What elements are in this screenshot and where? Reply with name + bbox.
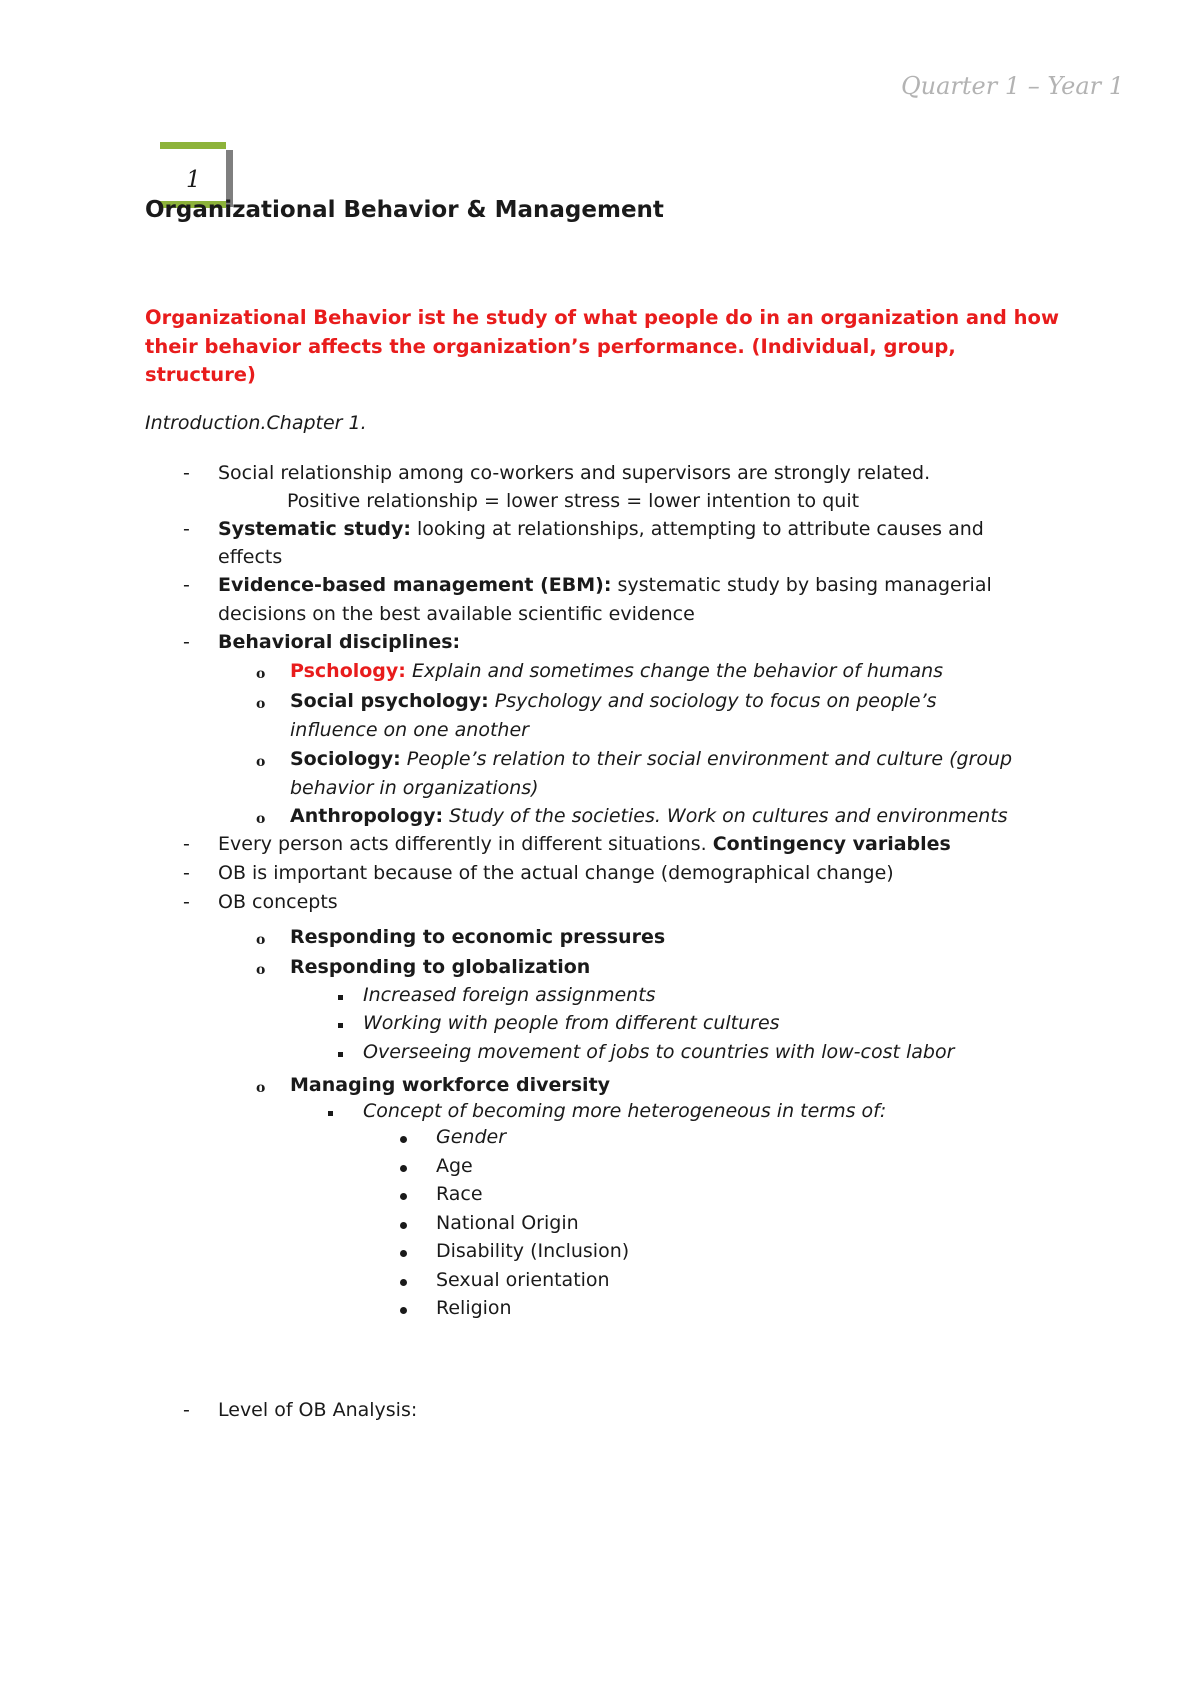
list-item-globalization [290, 956, 590, 978]
square-bullet [338, 1023, 343, 1028]
list-item-ebm [218, 574, 992, 596]
globalization-label: Responding to globalization [290, 956, 591, 978]
list-item-anthropology [290, 805, 1008, 827]
ebm-text: systematic study by basing managerial [611, 574, 992, 596]
psychology-label: Pschology: [290, 660, 406, 682]
list-item-contingency [218, 833, 951, 855]
list-item-concept [363, 1100, 886, 1122]
sociology-label: Sociology: [290, 748, 401, 770]
page-number: 1 [186, 167, 201, 193]
list-item-social-psychology-cont [290, 719, 529, 741]
circle-bullet: o [256, 666, 266, 682]
ebm-label: Evidence-based management (EBM): [218, 574, 612, 596]
circle-bullet: o [256, 811, 266, 827]
round-bullet [400, 1250, 407, 1257]
list-item-ob-important: OB is important because of the actual change (demographical change) [218, 862, 894, 884]
list-item-glob-3 [363, 1041, 954, 1063]
social-psychology-text-cont: influence on one another [290, 719, 529, 741]
psychology-text: Explain and sometimes change the behavior of humans [405, 660, 944, 682]
systematic-label: Systematic study: [218, 518, 411, 540]
dash-bullet: - [183, 1399, 190, 1421]
circle-bullet: o [256, 962, 266, 978]
list-item-glob-1 [363, 984, 656, 1006]
list-item-diversity [290, 1074, 610, 1096]
circle-bullet: o [256, 696, 266, 712]
contingency-label: Contingency variables [712, 833, 951, 855]
circle-bullet: o [256, 1080, 266, 1096]
sociology-text: People’s relation to their social environment and culture (group [400, 748, 1013, 770]
circle-bullet: o [256, 754, 266, 770]
round-bullet [400, 1222, 407, 1229]
list-item-systematic-cont: effects [218, 546, 283, 568]
list-item-race: Race [436, 1183, 483, 1205]
round-bullet [400, 1165, 407, 1172]
dash-bullet: - [183, 574, 190, 596]
definition-text: Organizational Behavior ist he study of what people do in an organization and how their behavior affects the organization’s performance. (Individual, group, structure) [145, 306, 1059, 386]
dash-bullet: - [183, 862, 190, 884]
list-item-ebm-cont: decisions on the best available scientific evidence [218, 603, 695, 625]
systematic-text: looking at relationships, attempting to attribute causes and [410, 518, 984, 540]
list-item-disability: Disability (Inclusion) [436, 1240, 630, 1262]
dash-bullet: - [183, 518, 190, 540]
list-item-social: Social relationship among co-workers and supervisors are strongly related. [218, 462, 931, 484]
square-bullet [338, 995, 343, 1000]
list-item-age: Age [436, 1155, 473, 1177]
round-bullet [400, 1136, 407, 1143]
economic-label: Responding to economic pressures [290, 926, 666, 948]
list-item-religion: Religion [436, 1297, 512, 1319]
social-psychology-label: Social psychology: [290, 690, 489, 712]
social-psychology-text: Psychology and sociology to focus on people’s [488, 690, 937, 712]
dash-bullet: - [183, 891, 190, 913]
dash-bullet: - [183, 631, 190, 653]
glob-1-text: Increased foreign assignments [363, 984, 656, 1006]
page-number-bar-top [160, 142, 226, 149]
list-item-sociology-cont [290, 777, 539, 799]
list-item-sexual-orientation: Sexual orientation [436, 1269, 610, 1291]
list-item-systematic [218, 518, 984, 540]
page-title: Organizational Behavior & Management [145, 197, 664, 223]
dash-bullet: - [183, 462, 190, 484]
round-bullet [400, 1193, 407, 1200]
glob-3-text: Overseeing movement of jobs to countries with low-cost labor [363, 1041, 955, 1063]
list-item-national-origin: National Origin [436, 1212, 579, 1234]
list-item-level: Level of OB Analysis: [218, 1399, 418, 1421]
round-bullet [400, 1307, 407, 1314]
list-item-economic [290, 926, 665, 948]
list-item-gender [436, 1126, 506, 1148]
contingency-text: Every person acts differently in different situations. [218, 833, 713, 855]
list-item-psychology [290, 660, 943, 682]
list-item-ob-concepts: OB concepts [218, 891, 338, 913]
anthropology-text: Study of the societies. Work on cultures and environments [443, 805, 1008, 827]
list-item-behavioral [218, 631, 460, 653]
diversity-label: Managing workforce diversity [290, 1074, 611, 1096]
dash-bullet: - [183, 833, 190, 855]
running-header: Quarter 1 – Year 1 [900, 72, 1124, 100]
glob-2-text: Working with people from different cultures [363, 1012, 780, 1034]
circle-bullet: o [256, 932, 266, 948]
gender-text: Gender [436, 1126, 507, 1148]
square-bullet [328, 1111, 333, 1116]
round-bullet [400, 1279, 407, 1286]
concept-text: Concept of becoming more heterogeneous in terms of: [363, 1100, 887, 1122]
anthropology-label: Anthropology: [290, 805, 444, 827]
list-item-social-psychology [290, 690, 937, 712]
square-bullet [338, 1052, 343, 1057]
intro-heading: Introduction.Chapter 1. [145, 412, 367, 434]
list-item-positive: Positive relationship = lower stress = lower intention to quit [287, 490, 860, 512]
sociology-text-cont: behavior in organizations) [290, 777, 539, 799]
behavioral-label: Behavioral disciplines: [218, 631, 461, 653]
list-item-sociology [290, 748, 1012, 770]
list-item-glob-2 [363, 1012, 780, 1034]
